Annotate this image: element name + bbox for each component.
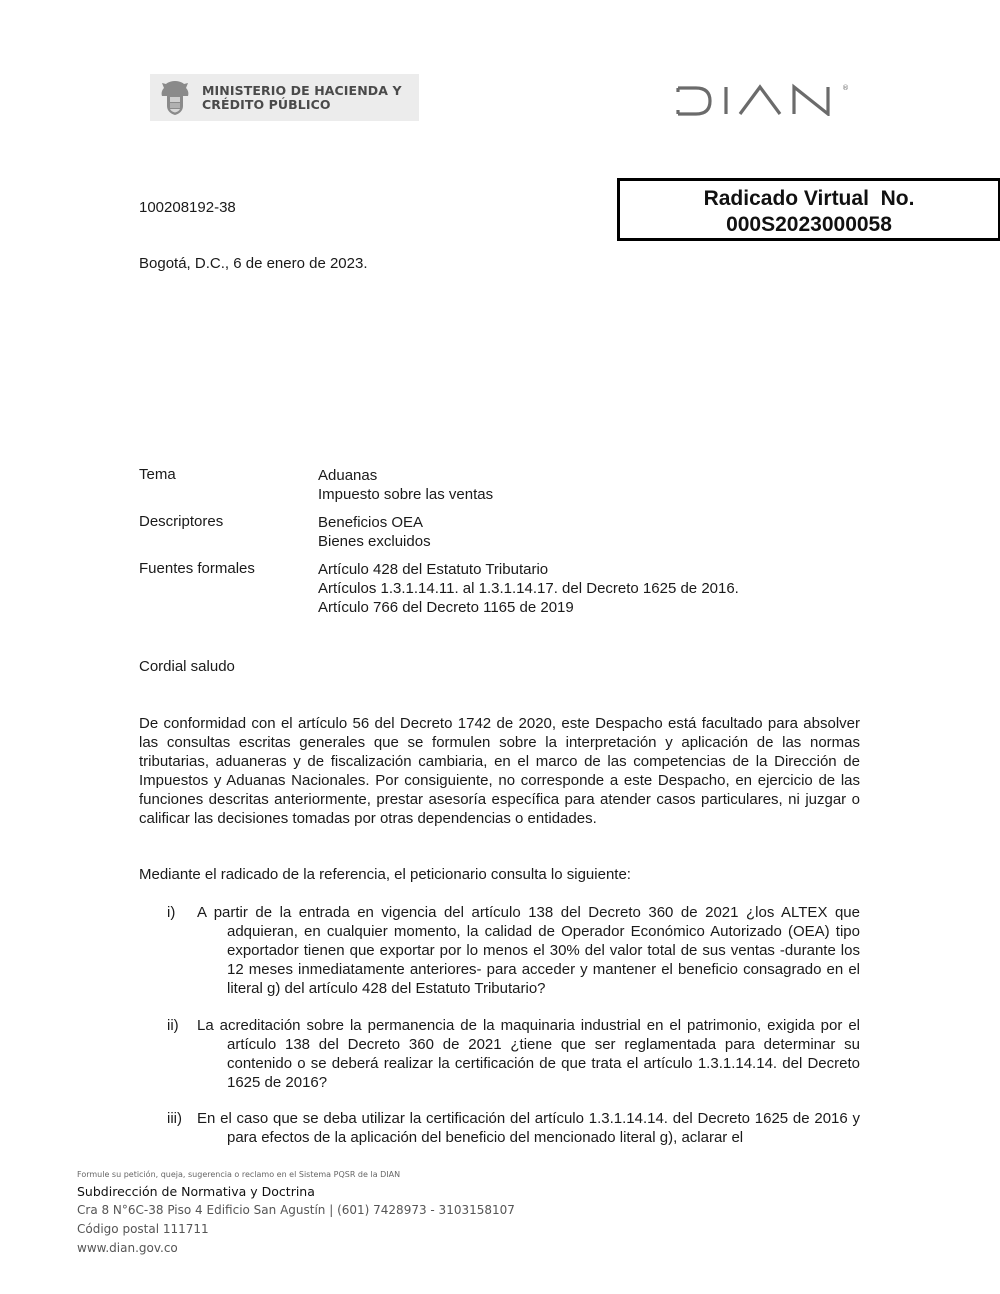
radicado-number: 000S2023000058 <box>726 213 892 236</box>
meta-value: Impuesto sobre las ventas <box>318 486 494 503</box>
meta-value: Bienes excluidos <box>318 533 431 550</box>
footer <box>77 1168 515 1258</box>
document-number: 100208192-38 <box>139 199 236 216</box>
office-address: Cra 8 N°6C-38 Piso 4 Edificio San Agustín | (601) 7428973 - 3103158107 <box>77 1203 515 1217</box>
question-item <box>139 903 860 998</box>
ministry-line-1: MINISTERIO DE HACIENDA Y <box>202 82 402 98</box>
meta-label-fuentes: Fuentes formales <box>139 560 255 577</box>
radicado-box <box>617 178 1000 241</box>
dian-wordmark-icon <box>676 82 852 116</box>
meta-value: Beneficios OEA <box>318 514 424 531</box>
postal-code: Código postal 111711 <box>77 1222 209 1236</box>
ministry-logo <box>150 74 419 121</box>
question-text: La acreditación sobre la permanencia de la maquinaria industrial en el patrimonio, exigida por el artículo 138 del Decreto 360 de 2021 ¿tiene que ser reglamentada para determinar su contenido o se deberá realizar la certificación de que trata el artículo 1.3.1.14.14. del Decreto 1625 de 2016? <box>197 1017 860 1091</box>
question-item <box>139 1016 860 1092</box>
meta-value: Artículo 766 del Decreto 1165 de 2019 <box>318 599 574 616</box>
paragraph-competence: De conformidad con el artículo 56 del Decreto 1742 de 2020, este Despacho está facultado para absolver las consultas escritas generales que se formulen sobre la interpretación y aplicación de las normas tributarias, aduaneras y de fiscalización cambiaria, en el marco de las competencias de la Dirección de Impuestos y Aduanas Nacionales. Por consiguiente, no corresponde a este Despacho, en ejercicio de las funciones descritas anteriormente, prestar asesoría específica para atender casos particulares, ni juzgar o calificar las decisiones tomadas por otras dependencias o entidades. <box>139 715 860 827</box>
meta-label-tema: Tema <box>139 466 176 483</box>
website-link[interactable]: www.dian.gov.co <box>77 1241 178 1255</box>
meta-value: Artículo 428 del Estatuto Tributario <box>318 561 549 578</box>
meta-value: Aduanas <box>318 467 378 484</box>
coat-of-arms-icon <box>158 79 192 117</box>
meta-label-descriptores: Descriptores <box>139 513 224 530</box>
meta-value: Artículos 1.3.1.14.11. al 1.3.1.14.17. del Decreto 1625 de 2016. <box>318 580 739 597</box>
office-name: Subdirección de Normativa y Doctrina <box>77 1184 315 1199</box>
question-text: En el caso que se deba utilizar la certificación del artículo 1.3.1.14.14. del Decreto 1625 de 2016 y para efectos de la aplicación del beneficio del mencionado literal g), aclarar el <box>197 1110 860 1146</box>
greeting: Cordial saludo <box>139 658 235 675</box>
radicado-label: Radicado Virtual No. <box>703 187 915 210</box>
meta-values-tema <box>318 466 493 504</box>
question-text: A partir de la entrada en vigencia del artículo 138 del Decreto 360 de 2021 ¿los ALTEX que adquieran, en cualquier momento, la calidad de Operador Económico Autorizado (OEA) tipo exportador tienen que exportar por lo menos el 30% del valor total de sus ventas -durante los 12 meses inmediatamente anteriores- para acceder y mantener el beneficio consagrado en el literal g) del artículo 428 del Estatuto Tributario? <box>197 904 860 997</box>
ministry-name <box>202 84 402 112</box>
question-number: i) <box>167 904 176 921</box>
question-item <box>139 1109 860 1147</box>
ministry-line-2: CRÉDITO PÚBLICO <box>202 96 331 112</box>
meta-values-fuentes <box>318 560 739 617</box>
pqsr-note: Formule su petición, queja, sugerencia o reclamo en el Sistema PQSR de la DIAN <box>77 1170 401 1179</box>
paragraph-consulta: Mediante el radicado de la referencia, el peticionario consulta lo siguiente: <box>139 866 631 883</box>
dian-logo <box>676 82 852 116</box>
question-number: iii) <box>167 1110 182 1127</box>
date-line: Bogotá, D.C., 6 de enero de 2023. <box>139 255 368 272</box>
registered-mark: ® <box>842 84 849 92</box>
question-number: ii) <box>167 1017 179 1034</box>
meta-values-descriptores <box>318 513 431 551</box>
